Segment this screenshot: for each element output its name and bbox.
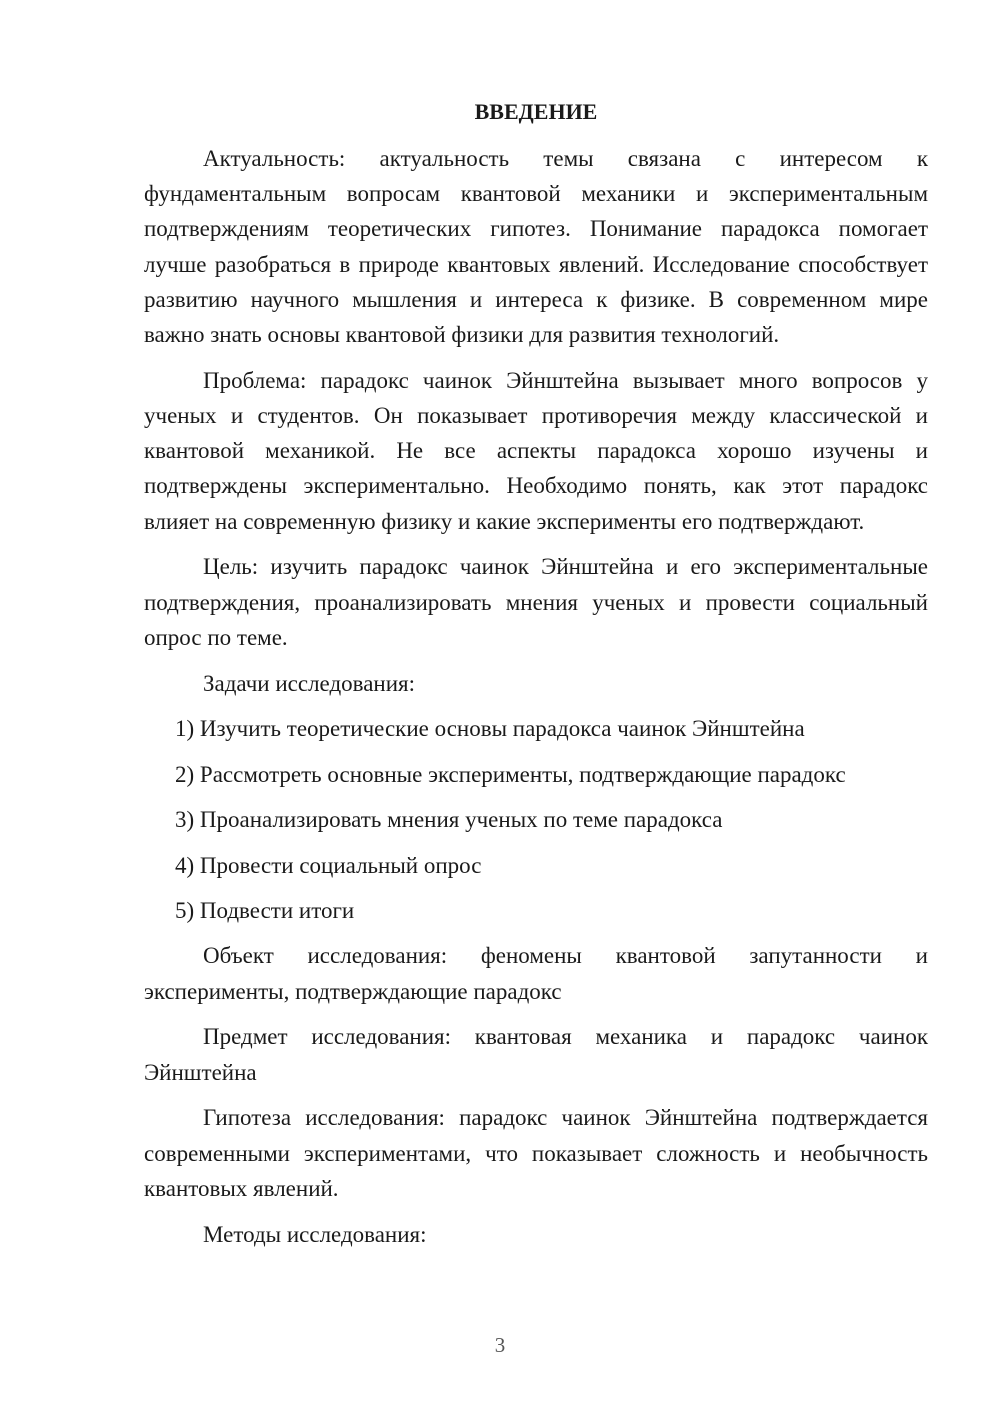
paragraph-hypothesis: Гипотеза исследования: парадокс чаинок Эйнштейна подтверждается современными экспериментами, что показывает сложность и необычность квантовых явлений. <box>144 1105 928 1201</box>
section-title: ВВЕДЕНИЕ <box>474 99 598 124</box>
task-item: 3) Проанализировать мнения ученых по теме парадокса <box>175 807 723 833</box>
tasks-label: Задачи исследования: <box>203 670 416 696</box>
task-item: 1) Изучить теоретические основы парадокса чаинок Эйнштейна <box>175 716 805 742</box>
task-list <box>144 711 928 928</box>
paragraph-subject: Предмет исследования: квантовая механика и парадокс чаинок Эйнштейна <box>144 1024 928 1085</box>
methods-label: Методы исследования: <box>203 1221 427 1247</box>
task-item: 5) Подвести итоги <box>175 897 355 923</box>
paragraph-object: Объект исследования: феномены квантовой запутанности и эксперименты, подтверждающие парадокс <box>144 943 928 1004</box>
document-page <box>144 94 928 1262</box>
task-item: 2) Рассмотреть основные эксперименты, подтверждающие парадокс <box>175 761 846 787</box>
page-number: 3 <box>494 1333 506 1357</box>
task-item: 4) Провести социальный опрос <box>175 852 482 878</box>
paragraph-goal: Цель: изучить парадокс чаинок Эйнштейна и его экспериментальные подтверждения, проанализировать мнения ученых и провести социальный опрос по теме. <box>144 554 928 650</box>
paragraph-relevance: Актуальность: актуальность темы связана с интересом к фундаментальным вопросам квантовой механики и экспериментальным подтверждениям теоретических гипотез. Понимание парадокса помогает лучше разобраться в природе квантовых явлений. Исследование способствует развитию научного мышления и интереса к физике. В современном мире важно знать основы квантовой физики для развития технологий. <box>144 146 928 348</box>
paragraph-problem: Проблема: парадокс чаинок Эйнштейна вызывает много вопросов у ученых и студентов. Он показывает противоречия между классической и квантовой механикой. Не все аспекты парадокса хорошо изучены и подтверждены экспериментально. Необходимо понять, как этот парадокс влияет на современную физику и какие эксперименты его подтверждают. <box>144 367 928 534</box>
